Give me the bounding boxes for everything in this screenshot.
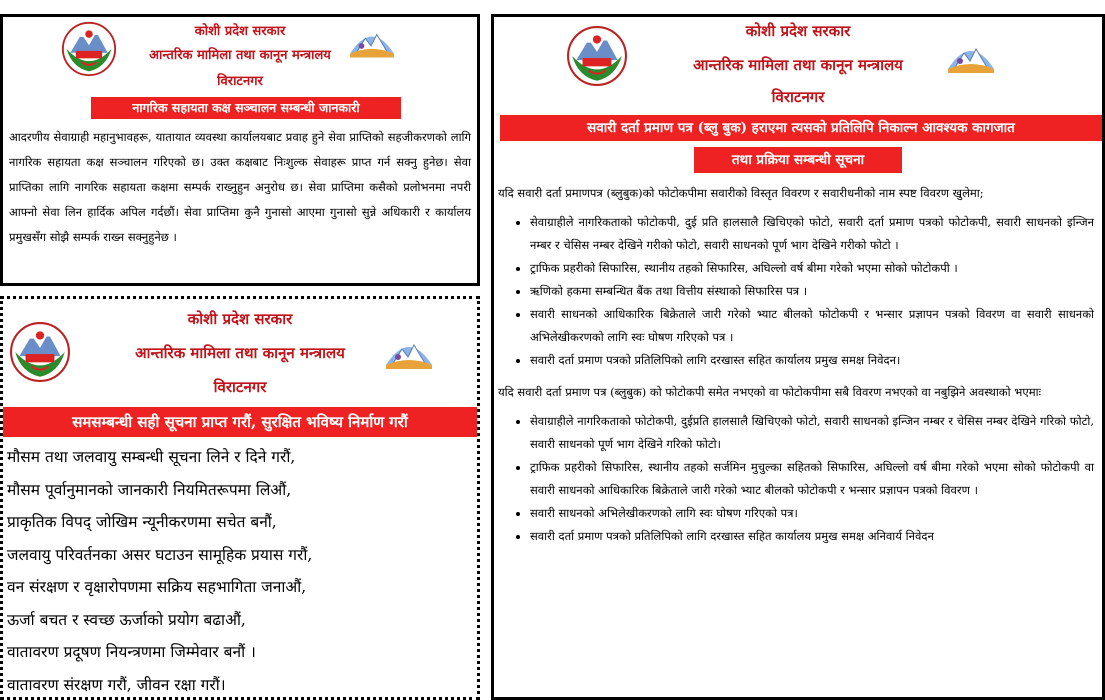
header-line-1: कोशी प्रदेश सरकार [194,24,286,39]
intro-paragraph: यदि सवारी दर्ता प्रमाणपत्र (ब्लुबुक)को फोटोकपीमा सवारीको विस्तृत विवरण र सवारीधनीको नाम स्पष्ट विवरण खुलेमा; [498,186,984,200]
weather-line: प्राकृतिक विपद् जोखिम न्यूनीकरणमा सचेत बनौं, [7,513,277,531]
weather-notice [0,296,480,700]
koshi-pradesh-logo-icon [383,335,435,379]
notice-banner: नागरिक सहायता कक्ष सञ्चालन सम्बन्धी जानकारी [91,97,401,119]
list-item: • सवारी साधनको अभिलेखीकरणको लागि स्वः घोषण गरिएको पत्र। [530,502,1094,525]
required-documents-list [512,410,1094,548]
weather-line: जलवायु परिवर्तनका असर घटाउन सामूहिक प्रयास गरौं, [7,545,313,564]
notice-banner-line-2: तथा प्रक्रिया सम्बन्धी सूचना [694,147,902,173]
notice-banner: सवारी दर्ता प्रमाण पत्र (ब्लु बुक) हराएमा त्यसको प्रतिलिपि निकाल्न आवश्यक कागजात [500,115,1102,141]
header-line-2: आन्तरिक मामिला तथा कानून मन्त्रालय [693,56,903,74]
weather-line: मौसम पूर्वानुमानको जानकारी नियमितरूपमा लिऔं, [7,480,292,499]
header-line-3: विराटनगर [217,74,263,89]
intro-paragraph: यदि सवारी दर्ता प्रमाण पत्र (ब्लुबुक) को फोटोकपी समेत नभएको वा फोटोकपीमा सबै विवरण नभएको वा नबुझिने अवस्थाको भएमाः [498,385,1041,399]
required-documents-list [512,211,1094,372]
header-line-1: कोशी प्रदेश सरकार [745,22,851,40]
weather-line: मौसम तथा जलवायु सम्बन्धी सूचना लिने र दिने गरौं, [7,448,296,466]
header-line-2: आन्तरिक मामिला तथा कानून मन्त्रालय [149,48,331,63]
weather-line: ऊर्जा बचत र स्वच्छ ऊर्जाको प्रयोग बढाऔं, [7,610,246,629]
weather-line: वातावरण प्रदूषण नियन्त्रणमा जिम्मेवार बनौं । [7,643,256,661]
header-line-2: आन्तरिक मामिला तथा कानून मन्त्रालय [135,344,345,362]
list-item: • सेवाग्राहीले नागरिकताको फोटोकपी, दुई प्रति हालसालै खिचिएको फोटो, सवारी दर्ता प्रमाण पत्रको फोटोकपी, सवारी साधनको इन्जिन नम्बर र चेसिस नम्बर देखिने गरीको फोटो, सवारी साधनको पूर्ण भाग देखिने गरीको फोटो । [530,211,1094,257]
notice-banner: समसम्बन्धी सही सूचना प्राप्त गरौं, सुरक्षित भविष्य निर्माण गरौं [3,407,477,437]
header-line-3: विराटनगर [771,88,825,106]
notice-header [3,299,477,395]
list-item: • सवारी दर्ता प्रमाण पत्रको प्रतिलिपिको लागि दरखास्त सहित कार्यालय प्रमुख समक्ष निवेदन। [530,349,1094,372]
list-item: • ट्राफिक प्रहरीको सिफारिस, स्थानीय तहको सर्जमिन मुचुल्का सहितको सिफारिस, अघिल्लो वर्ष बीमा गरेको भएमा सोको फोटोकपी वा सवारी साधनको आधिकारिक बिक्रेताले जारी गरेको भ्याट बीलको फोटोकपी र भन्सार प्रज्ञापन पत्रको विवरण । [530,456,1094,502]
list-item: • ऋणिको हकमा सम्बन्धित बैंक तथा वित्तीय संस्थाको सिफारिस पत्र । [530,280,1094,303]
notice-header [3,17,477,95]
weather-line: वन संरक्षण र वृक्षारोपणमा सक्रिय सहभागिता जनाऔं, [7,578,307,596]
citizen-help-notice [0,14,480,286]
list-item: • सवारी साधनको आधिकारिक बिक्रेताले जारी गरेको भ्याट बीलको फोटोकपी र भन्सार प्रज्ञापन पत्रको विवरण वा सवारी साधनको अभिलेखीकरणको लागि स्वः घोषण गरिएको पत्र । [530,303,1094,349]
list-item: • सवारी दर्ता प्रमाण पत्रको प्रतिलिपिको लागि दरखास्त सहित कार्यालय प्रमुख समक्ष अनिवार्य निवेदन [530,525,1094,548]
koshi-pradesh-logo-icon [348,25,396,67]
weather-line: वातावरण संरक्षण गरौं, जीवन रक्षा गरौं। [7,675,226,694]
koshi-pradesh-logo-icon [946,39,996,83]
list-item: • ट्राफिक प्रहरीको सिफारिस, स्थानीय तहको सिफारिस, अघिल्लो वर्ष बीमा गरेको भएमा सोको फोटोकपी । [530,257,1094,280]
header-line-1: कोशी प्रदेश सरकार [187,310,293,328]
header-line-3: विराटनगर [213,378,267,396]
list-item: • सेवाग्राहीले नागरिकताको फोटोकपी, दुईप्रति हालसालै खिचिएको फोटो, सवारी साधनको इन्जिन नम्बर र चेसिस नम्बर देखिने गरिको फोटो, सवारी साधनको पूर्ण भाग देखिने गरिको फोटो। [530,410,1094,456]
weather-lines [3,437,477,700]
bluebook-notice [491,14,1105,700]
notice-body: आदरणीय सेवाग्राही महानुभावहरू, यातायात व्यवस्था कार्यालयबाट प्रवाह हुने सेवा प्राप्तिको सहजीकरणको लागि नागरिक सहायता कक्ष सञ्चालन गरिएको छ। उक्त कक्षबाट निःशुल्क सेवाहरू प्राप्त गर्न सक्नु हुनेछ। सेवा प्राप्तिका लागि नागरिक सहायता कक्षमा सम्पर्क राख्नुहुन अनुरोध छ। सेवा प्राप्तिमा कसैको प्रलोभनमा नपरी आफ्नो सेवा लिन हार्दिक अपिल गर्दछौं। सेवा प्राप्तिमा कुनै गुनासो आएमा गुनासो सुन्ने अधिकारी र कार्यालय प्रमुखसँग सोझै सम्पर्क राख्न सक्नुहुनेछ । [9,130,471,244]
notice-header [494,17,1102,107]
